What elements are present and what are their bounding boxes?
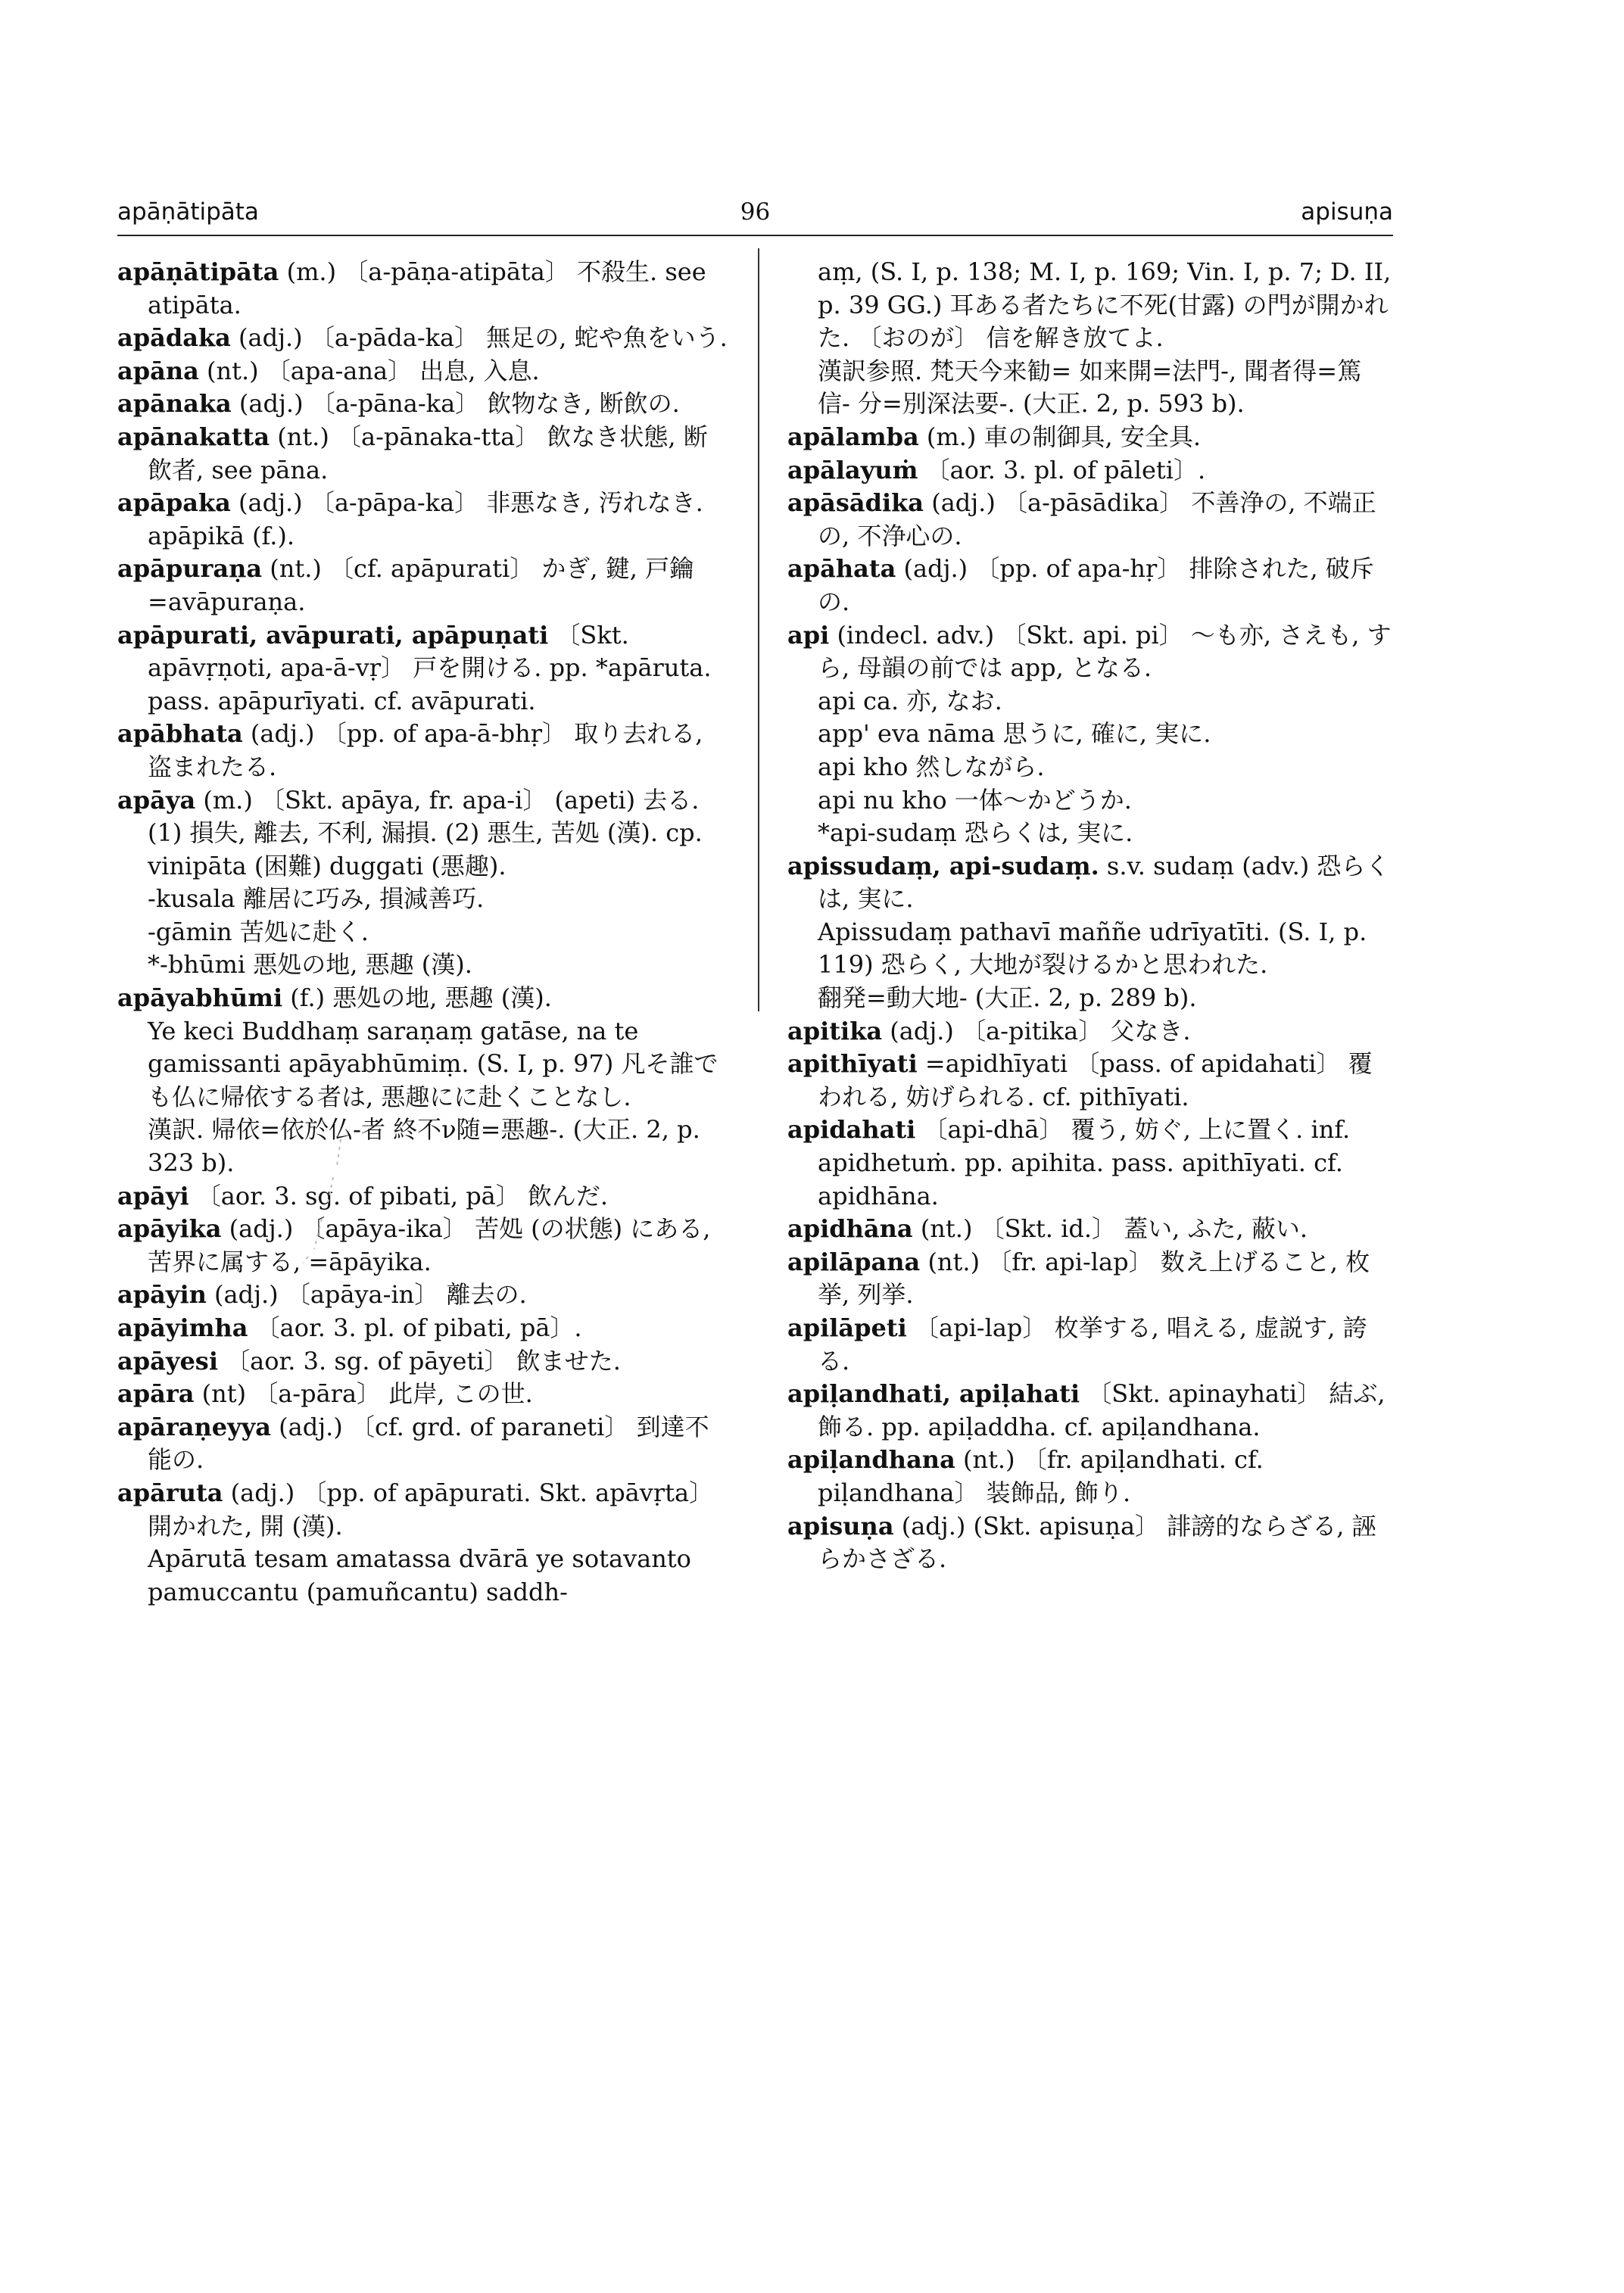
definition: (adj.) 〔pp. of apa-hṛ〕 排除された, 破斥の.	[818, 554, 1374, 616]
header-rule	[117, 235, 1393, 236]
dictionary-entry	[787, 553, 1393, 618]
definition: (f.) 悪処の地, 悪趣 (漢).	[290, 983, 552, 1013]
sub-entry: app' eva nāma 思うに, 確に, 実に.	[818, 719, 1211, 749]
definition: (adj.) 〔cf. grd. of paraneti〕 到達不能の.	[148, 1412, 709, 1475]
left-column	[117, 256, 731, 1609]
dictionary-entry	[117, 1345, 731, 1379]
headword: apānaka	[117, 389, 232, 419]
definition: (nt.) 〔cf. apāpurati〕 かぎ, 鍵, 戸鑰=avāpuraṇa.	[148, 554, 694, 616]
headword: apāhata	[787, 554, 896, 584]
chinese-translation: 翻発=動大地- (大正. 2, p. 289 b).	[818, 983, 1197, 1013]
dictionary-entry	[117, 1477, 731, 1543]
definition: (nt) 〔a-pāra〕 此岸, この世.	[201, 1379, 533, 1409]
header-first-headword: apāṇātipāta	[117, 198, 259, 226]
headword: apāpurati, avāpurati, apāpuṇati	[117, 620, 549, 650]
definition: (adj.) 〔apāya-in〕 離去の.	[214, 1280, 527, 1310]
definition: s.v. sudaṃ (adv.) 恐らくは, 実に.	[818, 851, 1390, 914]
headword: apālayuṁ	[787, 455, 918, 484]
dictionary-entry	[117, 355, 731, 388]
sub-entry: api nu kho 一体〜かどうか.	[818, 785, 1132, 815]
headword: apāraṇeyya	[117, 1412, 271, 1441]
dictionary-entry	[787, 1312, 1393, 1378]
dictionary-entry	[787, 1246, 1393, 1312]
definition: 〔Skt. apinayhati〕 結ぶ, 飾る. pp. apiḷaddha. cf. apiḷandhana.	[818, 1379, 1386, 1441]
definition: (adj.) 〔a-pāpa-ka〕 非悪なき, 汚れなき. apāpikā (f.).	[148, 488, 703, 550]
dictionary-entry	[117, 718, 731, 784]
headword: apissudaṃ, api-sudaṃ.	[787, 851, 1099, 880]
dictionary-entry	[117, 256, 731, 322]
headword: apāṇātipāta	[117, 257, 279, 286]
definition: (nt.) 〔apa-ana〕 出息, 入息.	[207, 356, 540, 385]
definition: (m.) 〔Skt. apāya, fr. apa-i〕 (apeti) 去る. (1) 損失, 離去, 不利, 漏損. (2) 悪生, 苦処 (漢). cp. vinipāta (困難) duggati (悪趣).	[148, 785, 703, 880]
definition: (nt.) 〔fr. api-lap〕 数え上げること, 枚挙, 列挙.	[818, 1247, 1370, 1310]
definition: (nt.) 〔a-pānaka-tta〕 飲なき状態, 断飲者, see pāna.	[148, 422, 708, 484]
headword: apāyabhūmi	[117, 983, 283, 1013]
dictionary-entry	[117, 1378, 731, 1411]
headword: apāra	[117, 1379, 195, 1409]
dictionary-entry	[117, 1279, 731, 1312]
dictionary-entry	[787, 421, 1393, 454]
definition: (nt.) 〔Skt. id.〕 蓋い, ふた, 蔽い.	[920, 1214, 1308, 1244]
definition: (adj.) 〔pp. of apa-ā-bhṛ〕 取り去れる, 盗まれたる.	[148, 719, 703, 781]
definition: (adj.) 〔a-pāda-ka〕 無足の, 蛇や魚をいう.	[238, 323, 728, 353]
sub-entry: *-bhūmi 悪処の地, 悪趣 (漢).	[148, 950, 472, 980]
example-quote: aṃ, (S. I, p. 138; M. I, p. 169; Vin. I, p. 7; D. II, p. 39 GG.) 耳ある者たちに不死(甘露) の門が開かれた. 〔おのが〕 信を解き放てよ.	[818, 257, 1392, 353]
page-number: 96	[740, 198, 771, 226]
dictionary-entry	[117, 553, 731, 618]
dictionary-entry	[787, 1114, 1393, 1213]
headword: apiḷandhati, apiḷahati	[787, 1379, 1080, 1409]
headword: apāpuraṇa	[117, 554, 263, 584]
headword: apāya	[117, 785, 196, 815]
example-quote: Apissudaṃ pathavī maññe udrīyatīti. (S. I, p. 119) 恐らく, 大地が裂けるかと思われた.	[818, 917, 1367, 980]
header-last-headword: apisuṇa	[1301, 198, 1393, 226]
dictionary-entry	[787, 619, 1393, 685]
dictionary-entry	[787, 1510, 1393, 1576]
scan-speck	[299, 1136, 352, 1264]
dictionary-entry	[117, 487, 731, 553]
definition: =apidhīyati 〔pass. of apidahati〕 覆われる, 妨げられる. cf. pithīyati.	[818, 1049, 1373, 1111]
definition: (adj.) 〔a-pāna-ka〕 飲物なき, 断飲の.	[238, 389, 680, 419]
right-column	[787, 256, 1393, 1576]
headword: api	[787, 620, 830, 650]
sub-entry: -kusala 離居に巧み, 損減善巧.	[148, 884, 485, 914]
chinese-translation: 漢訳. 帰依=依於仏-者 終不ν随=悪趣-. (大正. 2, p. 323 b).	[148, 1115, 700, 1178]
chinese-translation: 漢訳参照. 梵天今来勧= 如来開=法門-, 聞者得=篤信- 分=別深法要-. (大正. 2, p. 593 b).	[818, 356, 1362, 419]
headword: apāyesi	[117, 1346, 218, 1375]
definition: (adj.) 〔a-pitika〕 父なき.	[890, 1016, 1191, 1045]
column-divider	[758, 248, 759, 1011]
dictionary-entry	[787, 850, 1393, 916]
definition: (nt.) 〔fr. apiḷandhati. cf. piḷandhana〕 装飾品, 飾り.	[818, 1445, 1264, 1507]
definition: 〔aor. 3. sg. of pibati, pā〕 飲んだ.	[196, 1181, 609, 1210]
definition: (m.) 〔a-pāṇa-atipāta〕 不殺生. see atipāta.	[148, 257, 706, 319]
headword: apitika	[787, 1016, 883, 1045]
definition: (adj.) 〔a-pāsādika〕 不善浄の, 不端正の, 不浄心の.	[818, 488, 1376, 550]
example-quote: Apārutā tesam amatassa dvārā ye sotavanto pamuccantu (pamuñcantu) saddh-	[148, 1544, 691, 1606]
sub-entry: api kho 然しながら.	[818, 752, 1045, 781]
headword: apithīyati	[787, 1049, 918, 1079]
dictionary-entry	[787, 1444, 1393, 1509]
headword: apāsādika	[787, 488, 924, 518]
definition: (adj.) 〔apāya-ika〕 苦処 (の状態) にある, 苦界に属する, =āpāyika.	[148, 1214, 711, 1276]
headword: apāna	[117, 356, 199, 385]
sub-entry: *api-sudaṃ 恐らくは, 実に.	[818, 818, 1133, 848]
definition: 〔aor. 3. pl. of pāleti〕.	[925, 455, 1206, 484]
headword: apādaka	[117, 323, 231, 353]
definition: (indecl. adv.) 〔Skt. api. pi〕 〜も亦, さえも, すら, 母韻の前では app, となる.	[818, 620, 1392, 683]
definition: 〔Skt. apāvṛṇoti, apa-ā-vṛ〕 戸を開ける. pp. *apāruta. pass. apāpurīyati. cf. avāpurati.	[148, 620, 712, 715]
dictionary-entry	[117, 784, 731, 883]
dictionary-entry	[787, 487, 1393, 553]
dictionary-entry	[117, 982, 731, 1015]
headword: apāyi	[117, 1181, 189, 1210]
headword: apāyimha	[117, 1313, 248, 1342]
dictionary-entry	[117, 388, 731, 421]
definition: (adj.) 〔pp. of apāpurati. Skt. apāvṛta〕 開かれた, 開 (漢).	[148, 1478, 714, 1541]
dictionary-entry	[117, 1312, 731, 1345]
definition: (m.) 車の制御具, 安全具.	[926, 422, 1202, 451]
definition: 〔aor. 3. sg. of pāyeti〕 飲ませた.	[226, 1346, 621, 1375]
headword: apiḷandhana	[787, 1445, 955, 1475]
headword: apānakatta	[117, 422, 270, 451]
dictionary-entry	[117, 619, 731, 718]
dictionary-entry	[117, 421, 731, 487]
dictionary-entry	[117, 322, 731, 355]
definition: 〔aor. 3. pl. of pibati, pā〕.	[255, 1313, 582, 1342]
dictionary-entry	[117, 1180, 731, 1213]
headword: apāyika	[117, 1214, 222, 1244]
headword: apāyin	[117, 1280, 207, 1310]
dictionary-entry	[117, 1213, 731, 1279]
headword: apāruta	[117, 1478, 223, 1507]
definition: (adj.) (Skt. apisuṇa〕 誹謗的ならざる, 誣らかさざる.	[818, 1511, 1376, 1574]
dictionary-entry	[117, 1411, 731, 1477]
headword: apisuṇa	[787, 1511, 894, 1541]
running-header	[117, 198, 1393, 229]
headword: apidahati	[787, 1115, 916, 1145]
dictionary-entry	[787, 1015, 1393, 1048]
dictionary-entry	[787, 1378, 1393, 1444]
headword: apābhata	[117, 719, 243, 749]
definition: 〔api-lap〕 枚挙する, 唱える, 虚説す, 誇る.	[818, 1313, 1367, 1375]
definition: 〔api-dhā〕 覆う, 妨ぐ, 上に置く. inf. apidhetuṁ. pp. apihita. pass. apithīyati. cf. apidhāna.	[818, 1115, 1351, 1210]
example-quote: Ye keci Buddhaṃ saraṇaṃ gatāse, na te gamissanti apāyabhūmiṃ. (S. I, p. 97) 凡そ誰でも仏に帰依する者は, 悪趣にに赴くことなし.	[148, 1016, 718, 1111]
dictionary-entry	[787, 1048, 1393, 1114]
dictionary-entry	[787, 1213, 1393, 1246]
sub-entry: -gāmin 苦処に赴く.	[148, 917, 369, 946]
headword: apālamba	[787, 422, 919, 451]
headword: apidhāna	[787, 1214, 913, 1244]
headword: apāpaka	[117, 488, 231, 518]
dictionary-entry	[787, 454, 1393, 488]
headword: apilāpana	[787, 1247, 921, 1276]
sub-entry: api ca. 亦, なお.	[818, 686, 1002, 715]
headword: apilāpeti	[787, 1313, 907, 1342]
